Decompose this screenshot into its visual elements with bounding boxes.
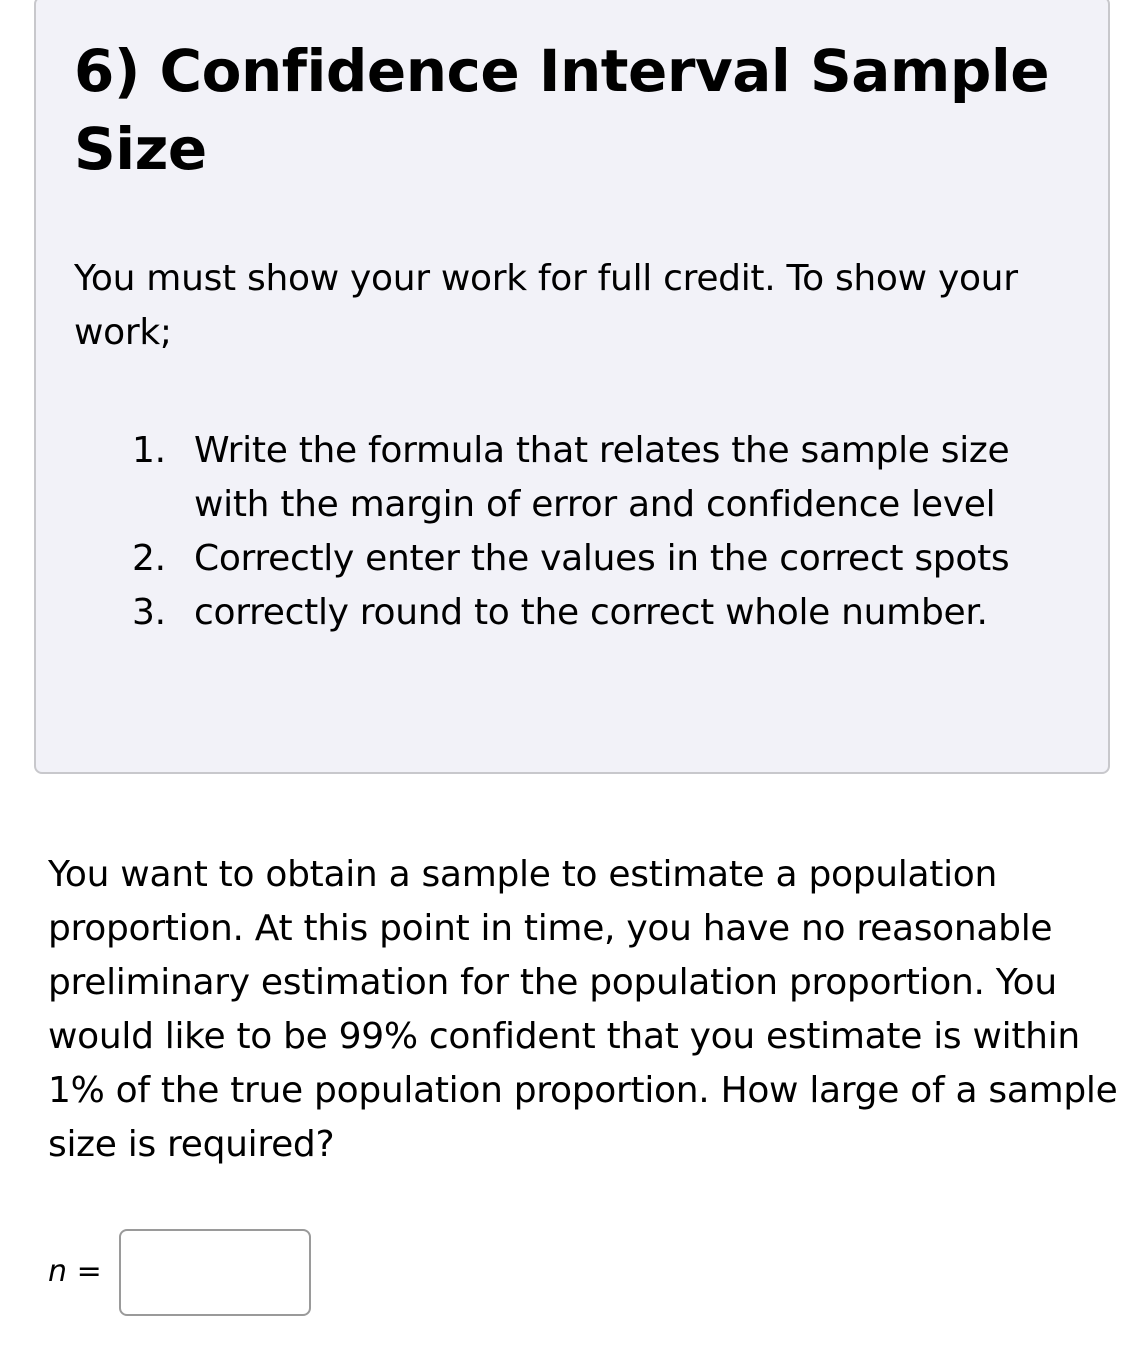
question-text: You want to obtain a sample to estimate a population proportion. At this point in time, you have no reasonable preliminary estimation for the population proportion. You would like to be 99% confident that you estimate is within 1% of the true population proportion. How large of a sample size is required? xyxy=(48,854,1118,1165)
step-text: Write the formula that relates the sample size with the margin of error and confidence level xyxy=(194,430,1010,525)
answer-variable: n xyxy=(48,1254,68,1289)
sample-size-input[interactable] xyxy=(119,1229,311,1316)
step-number: 3. xyxy=(132,592,166,633)
step-number: 2. xyxy=(132,538,166,579)
answer-equals: = xyxy=(76,1254,102,1289)
step-item xyxy=(132,532,1092,586)
step-text: correctly round to the correct whole number. xyxy=(194,592,988,633)
step-item xyxy=(132,424,1092,532)
step-text: Correctly enter the values in the correct spots xyxy=(194,538,1010,579)
instructions-intro: You must show your work for full credit. To show your work; xyxy=(74,258,1018,353)
answer-label xyxy=(48,1252,102,1292)
step-number: 1. xyxy=(132,430,166,471)
instructions-steps xyxy=(132,424,1092,640)
instructions-box xyxy=(34,0,1110,774)
question-title: 6) Confidence Interval Sample Size xyxy=(74,37,1050,183)
step-item xyxy=(132,586,1092,640)
